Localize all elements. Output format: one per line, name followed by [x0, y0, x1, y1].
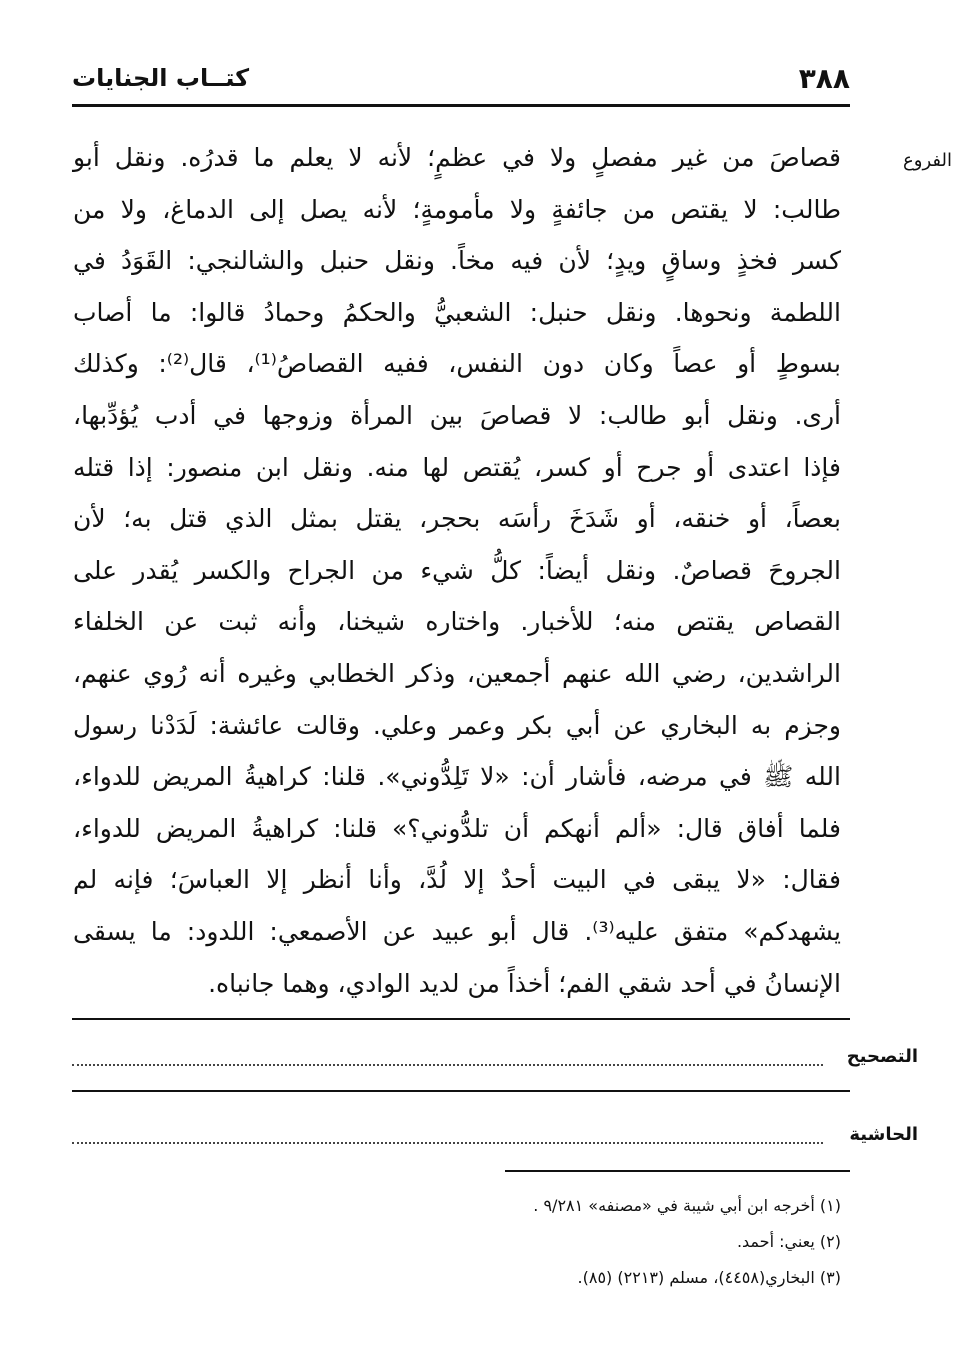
text-line: بسوطٍ أو عصاً وكان دون النفس، ففيه القصاصُ⁽¹⁾، قال⁽²⁾: وكذلك — [73, 349, 842, 379]
book-title: كتــاب الجنايات — [72, 64, 250, 92]
section-divider — [72, 1090, 850, 1092]
correction-label: التصحيح — [846, 1046, 918, 1067]
text-line: أرى. ونقل أبو طالب: لا قصاصَ بين المرأة وزوجها في أدب يُؤدِّبها، — [73, 400, 841, 430]
margin-notes-label: الحاشية — [849, 1124, 918, 1145]
text-line: فلما أفاق قال: «ألم أنهكم أن تلدُّوني؟» قلنا: كراهيةُ المريض للدواء، — [73, 813, 841, 843]
page-number: ٣٨٨ — [798, 62, 850, 95]
page-header — [72, 62, 850, 102]
text-line: بعصاً، أو خنقه، أو شَدَخَ رأسَه بحجر، يقتل بمثل الذي قتل به؛ لأن — [73, 504, 841, 534]
section-divider — [72, 1018, 850, 1020]
correction-field — [72, 1046, 918, 1076]
text-line: القصاص يقتص منه؛ للأخبار. واختاره شيخنا، وأنه ثبت عن الخلفاء — [73, 607, 841, 637]
text-line: الراشدين، رضي الله عنهم أجمعين، وذكر الخطابي وغيره أنه رُوي عنهم، — [73, 658, 841, 688]
margin-section-label: الفروع — [903, 150, 952, 171]
text-line: الإنسانُ في أحد شقي الفم؛ أخذاً من لديد الوادي، وهما جانباه. — [208, 968, 841, 998]
text-line: فإذا اعتدى أو جرح أو كسر، يُقتص لها منه. ونقل ابن منصور: إذا قتله — [73, 452, 841, 482]
text-line: قصاصَ من غير مفصلٍ ولا في عظمٍ؛ لأنه لا يعلم ما قدرُه. ونقل أبو — [73, 143, 841, 172]
text-line: كسر فخذٍ وساقٍ ويدٍ؛ لأن فيه مخاً. ونقل حنبل والشالنجي: القَوَدُ في — [73, 246, 841, 276]
text-line: وجزم به البخاري عن أبي بكر وعمر وعلي. وقالت عائشة: لَدَدْنا رسول — [73, 710, 841, 740]
footnotes — [241, 1188, 841, 1296]
margin-notes-field — [72, 1124, 918, 1154]
footnote: (١) أخرجه ابن أبي شيبة في «مصنفه» ٩/٢٨١ . — [533, 1196, 841, 1215]
main-text — [73, 132, 841, 1009]
text-line: الله ﷺ في مرضه، فأشار أن: «لا تَلِدُّوني». قلنا: كراهيةُ المريض للدواء، — [73, 762, 841, 792]
text-line: طالب: لا يقتص من جائفةٍ ولا مأمومةٍ؛ لأنه يصل إلى الدماغ، ولا من — [73, 194, 841, 224]
header-rule — [72, 104, 850, 107]
text-line: فقال: «لا يبقى في البيت أحدٌ إلا لُدَّ، وأنا أنظر إلا العباسَ؛ فإنه لم — [73, 865, 841, 895]
text-line: يشهدكم» متفق عليه⁽³⁾. قال أبو عبيد عن الأصمعي: اللدود: ما يسقى — [73, 916, 841, 946]
dotted-line — [72, 1142, 823, 1144]
dotted-line — [72, 1064, 823, 1066]
footnote: (٣) البخاري(٤٤٥٨)، مسلم (٢٢١٣) (٨٥). — [577, 1268, 841, 1287]
text-line: اللطمة ونحوها. ونقل حنبل: الشعبيُّ والحكمُ وحمادُ قالوا: ما أصاب — [73, 297, 841, 327]
text-line: الجروحَ قصاصٌ. ونقل أيضاً: كلُّ شيء من الجراح والكسر يُقدر على — [73, 555, 841, 585]
footnote-rule — [505, 1170, 850, 1172]
footnote: (٢) يعني: أحمد. — [736, 1232, 841, 1251]
